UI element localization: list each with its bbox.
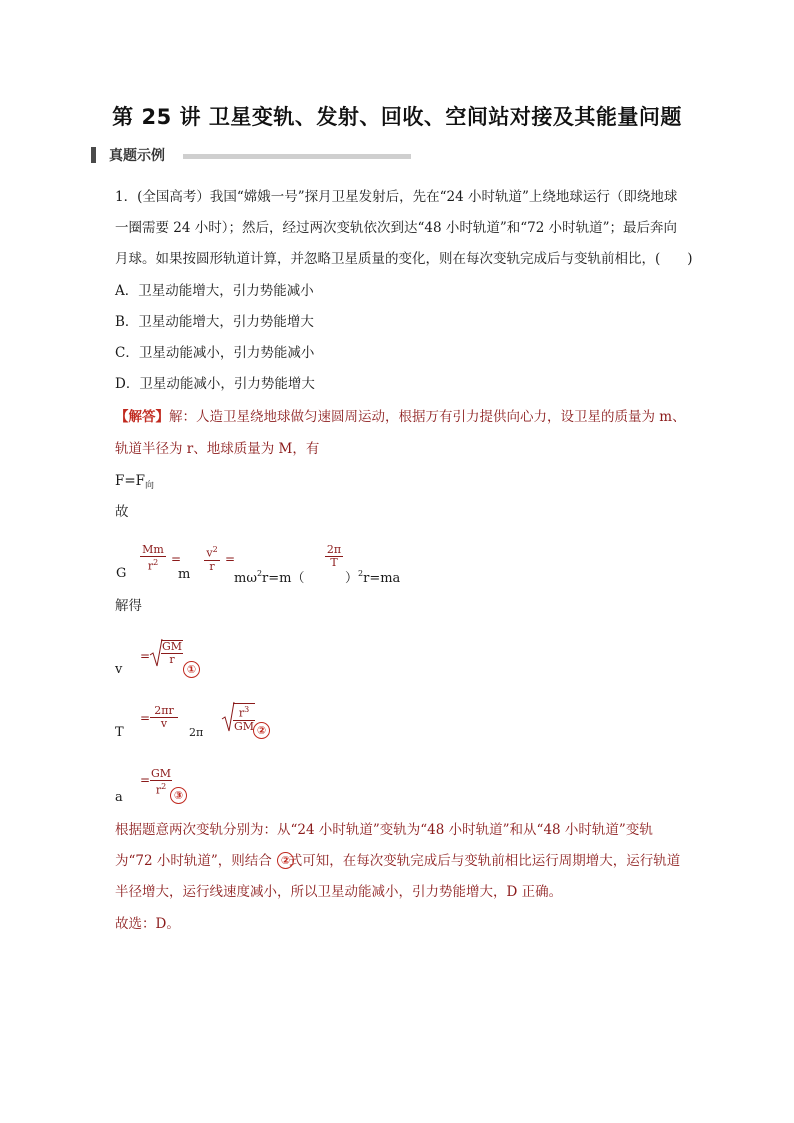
- frac2-den: r: [209, 559, 215, 573]
- frac1-num: Mm: [140, 544, 166, 557]
- force-eq-subscript: 向: [145, 481, 155, 491]
- circled-mark-2: ②: [253, 722, 270, 739]
- solution-line-1: [115, 408, 686, 426]
- section-bar: [91, 147, 96, 163]
- frac3-num: 2π: [326, 543, 342, 556]
- option-b: B．卫星动能增大，引力势能增大: [115, 314, 314, 330]
- a-eq-num: GM: [151, 767, 172, 780]
- circled-mark-3: ③: [170, 787, 187, 804]
- eq-main-mw: $m\omega^2r=m$（: [234, 569, 305, 586]
- a-eq-lhs: a: [115, 790, 123, 805]
- solution-text-1: 解：人造卫星绕地球做匀速圆周运动，根据万有引力提供向心力，设卫星的质量为 m、: [169, 409, 686, 425]
- conclusion-2b: 式可知，在每次变轨完成后与变轨前相比运行周期增大，运行轨道: [288, 853, 681, 869]
- circled-mark-2-inline: ②: [277, 852, 294, 869]
- question-line-1: 1．(全国高考）我国“嫦娥一号”探月卫星发射后，先在“24 小时轨道”上绕地球运行（即绕地球: [115, 189, 678, 205]
- eq-main-frac-1: [140, 544, 166, 573]
- question-line-3: 月球。如果按圆形轨道计算，并忽略卫星质量的变化，则在每次变轨完成后与变轨前相比，( ): [115, 251, 693, 267]
- eq-main-frac-3: [325, 544, 343, 569]
- page-title: 第 25 讲 卫星变轨、发射、回收、空间站对接及其能量问题: [112, 105, 682, 129]
- eq-main-m1: m: [178, 567, 191, 582]
- T-eq-root-num: $r^3$: [233, 704, 255, 721]
- conclusion-line-2: [115, 852, 680, 870]
- a-eq-equals: =: [140, 773, 151, 787]
- eq-main-eq2: =: [225, 552, 236, 566]
- circled-mark-1: ①: [183, 661, 200, 678]
- solution-tag: 【解答】: [115, 409, 169, 425]
- T-eq-equals: =: [140, 711, 151, 725]
- T-eq-root-frac: [233, 703, 255, 733]
- option-c: C．卫星动能减小，引力势能减小: [115, 345, 315, 361]
- eq-main-eq1: =: [171, 552, 182, 566]
- T-eq-den: v: [160, 717, 168, 730]
- eq-main-tail: ）$^2$r=ma: [345, 569, 401, 586]
- gu-text: 故: [115, 504, 129, 520]
- frac1-den: $r^2$: [147, 558, 159, 573]
- a-eq-den: $r^2$: [155, 782, 167, 797]
- eq-main-G: G: [116, 566, 127, 581]
- section-label: 真题示例: [109, 148, 165, 164]
- T-eq-lhs: T: [115, 725, 124, 740]
- force-eq-text: F=F: [115, 473, 146, 489]
- eq-main-frac-2: [204, 544, 220, 573]
- conclusion-line-3: 半径增大，运行线速度减小，所以卫星动能减小，引力势能增大，D 正确。: [115, 884, 563, 900]
- v-eq-frac: [161, 640, 183, 666]
- option-a: A．卫星动能增大，引力势能减小: [115, 283, 314, 299]
- v-eq-lhs: v: [115, 662, 123, 677]
- T-eq-mid: 2π: [189, 726, 204, 739]
- conclusion-line-1: 根据题意两次变轨分别为：从“24 小时轨道”变轨为“48 小时轨道”和从“48 小时轨道”变轨: [115, 822, 653, 838]
- v-eq-den: r: [169, 653, 175, 666]
- jiede-text: 解得: [115, 598, 142, 614]
- option-d: D．卫星动能减小，引力势能增大: [115, 376, 315, 392]
- question-line-2: 一圈需要 24 小时）；然后，经过两次变轨依次到达“48 小时轨道”和“72 小时轨道”；最后奔向: [115, 220, 678, 236]
- a-eq-frac: [150, 768, 172, 797]
- section-header: [91, 145, 421, 165]
- force-equation: [115, 472, 154, 495]
- T-eq-frac: [150, 705, 178, 730]
- conclusion-2a: 为“72 小时轨道”，则结合: [115, 853, 272, 869]
- T-eq-num: 2πr: [150, 705, 178, 718]
- frac3-den: T: [330, 556, 338, 569]
- solution-line-2: 轨道半径为 r、地球质量为 M，有: [115, 441, 320, 457]
- v-eq-equals: =: [140, 649, 151, 663]
- section-rule: [183, 154, 411, 159]
- frac2-num: $v^2$: [204, 544, 220, 561]
- v-eq-num: GM: [162, 640, 183, 653]
- final-answer: 故选：D。: [115, 916, 180, 932]
- T-eq-root-den: GM: [233, 719, 255, 733]
